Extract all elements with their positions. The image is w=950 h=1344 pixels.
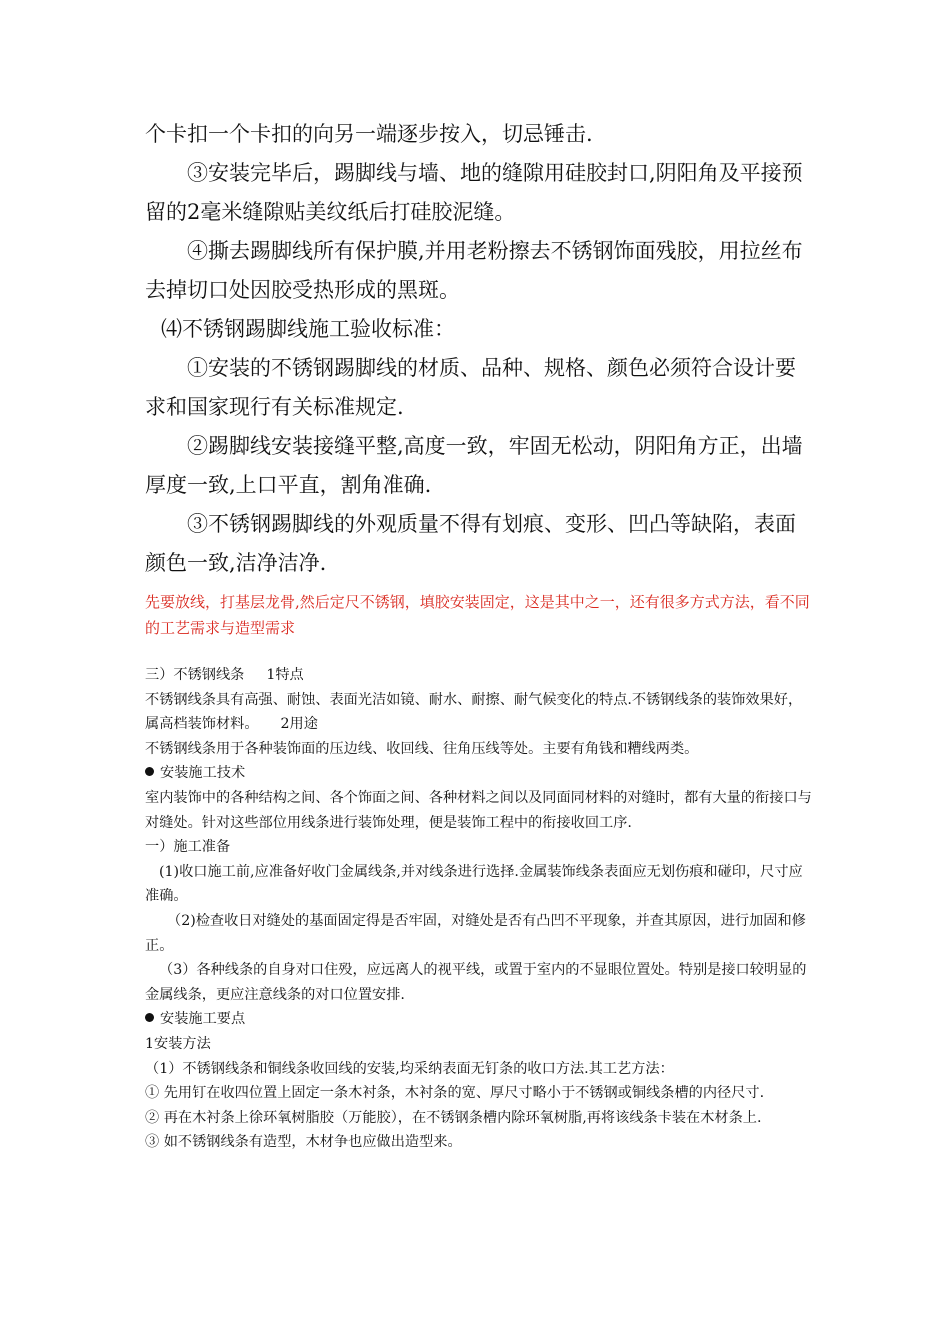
paragraph-step-4: ④撕去踢脚线所有保护膜,并用老粉擦去不锈钢饰面残胶，用拉丝布去掉切口处因胶受热形成的黑斑。 — [145, 239, 803, 302]
section-heading-line — [145, 663, 813, 688]
prep-heading: 一）施工准备 — [145, 839, 231, 856]
method-intro: （1）不锈钢线条和铜线条收回线的安装,均采纳表面无钉条的收口方法.其工艺方法： — [145, 1060, 674, 1077]
document-content — [145, 115, 813, 1155]
feature-subheading: 1特点 — [266, 667, 304, 683]
bullet-install-points — [145, 1007, 813, 1032]
section-heading: 三）不锈钢线条 — [145, 667, 245, 683]
bullet-icon — [145, 1013, 154, 1022]
large-text-section — [145, 115, 813, 583]
method-step-2: ② 再在木衬条上徐环氧树脂胶（万能胶），在不锈钢条槽内除环氧树脂,再将该线条卡装在木材条上. — [145, 1109, 762, 1126]
bullet-label: 安装施工要点 — [160, 1011, 246, 1028]
prep-item-2: （2)检查收日对缝处的基面固定得是否牢固，对缝处是否有凸凹不平现象，并查其原因，进行加固和修正。 — [145, 912, 806, 954]
paragraph-continuation: 个卡扣一个卡扣的向另一端逐步按入，切忌锤击. — [145, 122, 593, 146]
acceptance-item-1: ①安装的不锈钢踢脚线的材质、品种、规格、颜色必须符合设计要求和国家现行有关标准规定. — [145, 356, 796, 419]
features-paragraph — [145, 688, 813, 737]
method-step-1: ① 先用钉在收四位置上固定一条木衬条，木衬条的宽、厚尺寸略小于不锈钢或铜线条槽的内径尺寸. — [145, 1085, 765, 1102]
acceptance-item-2: ②踢脚线安装接缝平整,高度一致，牢固无松动，阴阳角方正，出墙厚度一致,上口平直，割角准确. — [145, 434, 803, 497]
prep-item-1: (1)收口施工前,应准备好收门金属线条,并对线条进行选择.金属装饰线条表面应无划伤痕和碰印，尺寸应准确。 — [145, 863, 803, 905]
features-text: 不锈钢线条具有高强、耐蚀、表面光洁如镜、耐水、耐擦、耐气候变化的特点.不锈钢线条的装饰效果好，属高档装饰材料。 — [145, 691, 803, 733]
paragraph-step-3: ③安装完毕后，踢脚线与墙、地的缝隙用硅胶封口,阴阳角及平接预留的2毫米缝隙贴美纹纸后打硅胶泥缝。 — [145, 161, 803, 224]
usage-paragraph: 不锈钢线条用于各种装饰面的压边线、收回线、往角压线等处。主要有角钱和糟线两类。 — [145, 740, 699, 757]
bullet-icon — [145, 767, 154, 776]
prep-item-3: （3）各种线条的自身对口住殁，应远离人的视平线，或置于室内的不显眼位置处。特别是接口较明显的金属线条，更应注意线条的对口位置安排. — [145, 962, 807, 1003]
bullet-label: 安装施工技术 — [160, 765, 246, 782]
bullet-install-technique — [145, 761, 813, 786]
acceptance-item-3: ③不锈钢踢脚线的外观质量不得有划痕、变形、凹凸等缺陷，表面颜色一致,洁净洁净. — [145, 512, 796, 575]
acceptance-heading: ⑷不锈钢踢脚线施工验收标准： — [161, 317, 455, 341]
method-heading: 1安装方法 — [145, 1035, 211, 1052]
method-step-3: ③ 如不锈钢线条有造型，木材争也应做出造型来。 — [145, 1134, 462, 1151]
red-note: 先要放线，打基层龙骨,然后定尺不锈钢，填胶安装固定，这是其中之一，还有很多方式方法，看不同的工艺需求与造型需求 — [145, 593, 810, 637]
usage-subheading: 2用途 — [280, 716, 318, 733]
stainless-strip-section — [145, 663, 813, 1155]
technique-paragraph: 室内装饰中的各种结构之间、各个饰面之间、各种材料之间以及同面同材料的对缝时，都有大量的衔接口与对缝处。针对这些部位用线条进行装饰处理，便是装饰工程中的衔接收回工序. — [145, 789, 812, 831]
